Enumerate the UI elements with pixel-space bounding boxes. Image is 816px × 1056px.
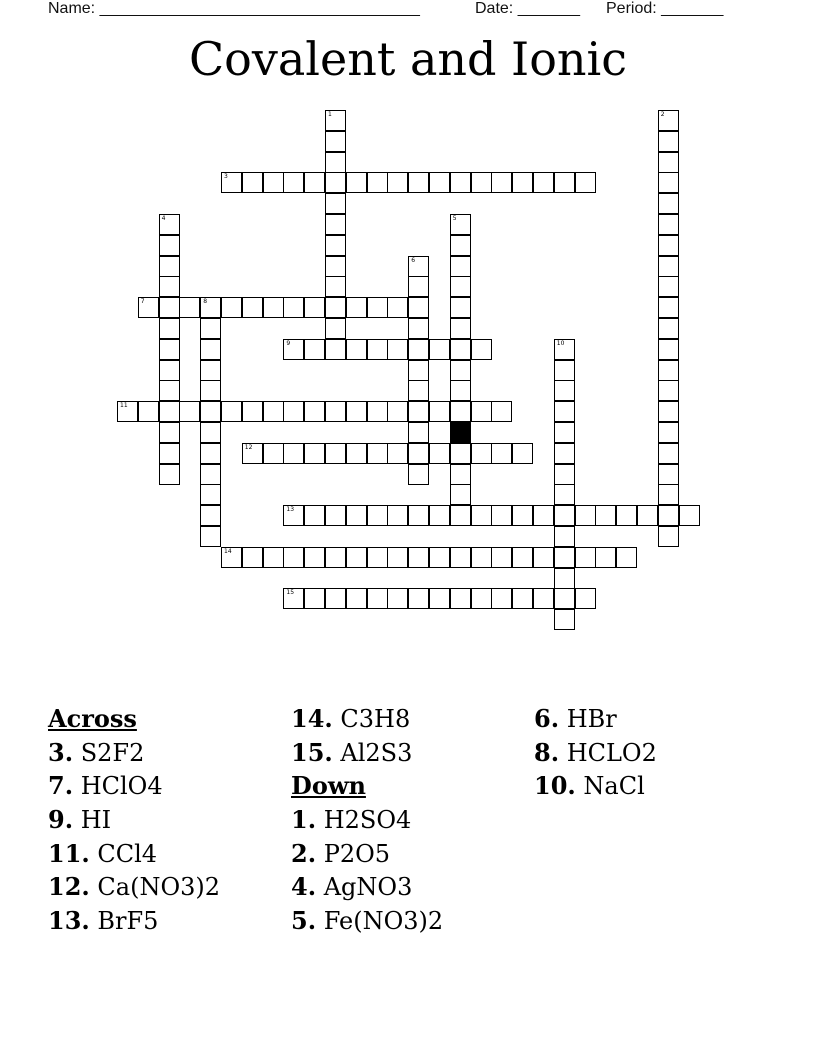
clue-number: 2.: [291, 838, 317, 868]
crossword-cell[interactable]: [408, 297, 429, 318]
crossword-cell[interactable]: [595, 505, 616, 526]
clue-text: Al2S3: [340, 738, 413, 767]
crossword-cell[interactable]: [533, 588, 554, 609]
crossword-cell[interactable]: [679, 505, 700, 526]
clue-number: 1.: [291, 805, 317, 835]
crossword-cell[interactable]: [491, 547, 512, 568]
crossword-cell[interactable]: [200, 484, 221, 505]
crossword-cell[interactable]: [346, 443, 367, 464]
crossword-cell[interactable]: [658, 464, 679, 485]
crossword-cell[interactable]: [387, 401, 408, 422]
crossword-cell[interactable]: [325, 401, 346, 422]
crossword-cell[interactable]: [367, 172, 388, 193]
clue-text: HCLO2: [566, 738, 657, 767]
clue-number-label: 5: [452, 215, 457, 222]
clue-text: Fe(NO3)2: [323, 907, 444, 936]
crossword-cell[interactable]: [658, 297, 679, 318]
crossword-cell[interactable]: [263, 297, 284, 318]
page-title: Covalent and Ionic: [188, 32, 628, 86]
clue-item: [291, 904, 531, 938]
crossword-cell[interactable]: [616, 547, 637, 568]
crossword-cell[interactable]: [408, 380, 429, 401]
date-field[interactable]: Date: _______: [475, 0, 580, 17]
clue-number: 10.: [534, 771, 576, 801]
crossword-cell[interactable]: [450, 172, 471, 193]
crossword-cell[interactable]: [450, 256, 471, 277]
crossword-cell[interactable]: [658, 172, 679, 193]
crossword-cell[interactable]: [304, 443, 325, 464]
crossword-cell[interactable]: [429, 443, 450, 464]
clue-item: [291, 736, 531, 770]
crossword-cell[interactable]: [325, 110, 346, 131]
crossword-cell[interactable]: [304, 588, 325, 609]
clue-text: HClO4: [80, 772, 163, 801]
crossword-cell[interactable]: [325, 297, 346, 318]
crossword-cell[interactable]: [325, 172, 346, 193]
crossword-cell[interactable]: [346, 505, 367, 526]
clue-column-3: [534, 702, 774, 803]
crossword-cell[interactable]: [367, 401, 388, 422]
crossword-cell[interactable]: [346, 401, 367, 422]
crossword-cell[interactable]: [450, 276, 471, 297]
crossword-cell[interactable]: [242, 443, 263, 464]
crossword-cell[interactable]: [408, 443, 429, 464]
crossword-cell[interactable]: [200, 380, 221, 401]
crossword-cell[interactable]: [387, 339, 408, 360]
crossword-cell[interactable]: [533, 505, 554, 526]
crossword-cell[interactable]: [408, 318, 429, 339]
crossword-cell[interactable]: [658, 318, 679, 339]
crossword-cell[interactable]: [450, 214, 471, 235]
clue-number: 3.: [48, 737, 74, 767]
clue-number: 9.: [48, 805, 74, 835]
crossword-cell[interactable]: [367, 588, 388, 609]
clue-text: Ca(NO3)2: [97, 873, 221, 902]
black-cell: [450, 422, 471, 443]
crossword-cell[interactable]: [533, 547, 554, 568]
crossword-cell[interactable]: [325, 547, 346, 568]
clue-item: [291, 837, 531, 871]
crossword-cell[interactable]: [450, 380, 471, 401]
crossword-cell[interactable]: [575, 588, 596, 609]
crossword-cell[interactable]: [408, 547, 429, 568]
crossword-cell[interactable]: [367, 339, 388, 360]
clue-number: 14.: [291, 704, 333, 733]
clue-number: 7.: [48, 771, 74, 801]
clue-number-label: 8: [203, 298, 208, 306]
crossword-cell[interactable]: [554, 464, 575, 485]
crossword-cell[interactable]: [554, 401, 575, 422]
crossword-cell[interactable]: [408, 360, 429, 381]
crossword-cell[interactable]: [450, 235, 471, 256]
clue-number-label: 2: [660, 111, 665, 118]
crossword-cell[interactable]: [325, 235, 346, 256]
crossword-cell[interactable]: [408, 339, 429, 360]
clue-number-label: 13: [286, 506, 295, 514]
crossword-cell[interactable]: [200, 443, 221, 464]
crossword-cell[interactable]: [658, 360, 679, 381]
crossword-cell[interactable]: [512, 588, 533, 609]
clue-number: 8.: [534, 737, 560, 767]
clue-item: [534, 769, 774, 803]
crossword-cell[interactable]: [117, 401, 138, 422]
crossword-cell[interactable]: [471, 339, 492, 360]
crossword-cell[interactable]: [159, 422, 180, 443]
crossword-cell[interactable]: [325, 339, 346, 360]
clue-column-1: [48, 702, 288, 938]
crossword-cell[interactable]: [658, 193, 679, 214]
crossword-cell[interactable]: [658, 276, 679, 297]
crossword-cell[interactable]: [512, 547, 533, 568]
crossword-cell[interactable]: [450, 484, 471, 505]
clue-item: [48, 803, 288, 837]
crossword-cell[interactable]: [512, 172, 533, 193]
crossword-cell[interactable]: [200, 505, 221, 526]
crossword-cell[interactable]: [554, 505, 575, 526]
crossword-cell[interactable]: [304, 401, 325, 422]
crossword-cell[interactable]: [471, 588, 492, 609]
crossword-cell[interactable]: [450, 588, 471, 609]
crossword-cell[interactable]: [658, 526, 679, 547]
crossword-cell[interactable]: [471, 401, 492, 422]
crossword-cell[interactable]: [159, 380, 180, 401]
clue-item: [48, 870, 288, 904]
crossword-cell[interactable]: [283, 443, 304, 464]
crossword-cell[interactable]: [325, 588, 346, 609]
crossword-cell[interactable]: [491, 505, 512, 526]
clue-item: [48, 769, 288, 803]
crossword-cell[interactable]: [429, 401, 450, 422]
crossword-cell[interactable]: [387, 588, 408, 609]
crossword-cell[interactable]: [159, 401, 180, 422]
crossword-cell[interactable]: [200, 464, 221, 485]
crossword-cell[interactable]: [159, 235, 180, 256]
crossword-cell[interactable]: [575, 172, 596, 193]
crossword-cell[interactable]: [554, 588, 575, 609]
crossword-cell[interactable]: [283, 401, 304, 422]
crossword-cell[interactable]: [325, 318, 346, 339]
crossword-cell[interactable]: [283, 339, 304, 360]
clue-number: 5.: [291, 906, 317, 936]
crossword-cell[interactable]: [304, 339, 325, 360]
crossword-cell[interactable]: [471, 443, 492, 464]
clue-number-label: 4: [161, 215, 166, 222]
crossword-cell[interactable]: [159, 360, 180, 381]
crossword-cell[interactable]: [242, 297, 263, 318]
crossword-cell[interactable]: [658, 443, 679, 464]
crossword-cell[interactable]: [304, 505, 325, 526]
clue-column-2: [291, 702, 531, 938]
crossword-cell[interactable]: [200, 297, 221, 318]
crossword-cell[interactable]: [242, 172, 263, 193]
crossword-cell[interactable]: [325, 276, 346, 297]
crossword-cell[interactable]: [387, 547, 408, 568]
crossword-cell[interactable]: [512, 443, 533, 464]
crossword-cell[interactable]: [658, 214, 679, 235]
clue-number-label: 1: [328, 111, 332, 118]
crossword-cell[interactable]: [221, 547, 242, 568]
clue-text: S2F2: [80, 738, 145, 767]
clue-number-label: 14: [224, 547, 232, 555]
crossword-cell[interactable]: [429, 339, 450, 360]
crossword-cell[interactable]: [221, 172, 242, 193]
clue-text: HI: [80, 806, 112, 835]
clue-number: 4.: [291, 872, 317, 902]
crossword-cell[interactable]: [138, 401, 159, 422]
crossword-cell[interactable]: [159, 339, 180, 360]
crossword-cell[interactable]: [408, 422, 429, 443]
crossword-cell[interactable]: [387, 505, 408, 526]
crossword-cell[interactable]: [159, 214, 180, 235]
crossword-cell[interactable]: [450, 401, 471, 422]
clue-number-label: 12: [244, 443, 253, 451]
crossword-cell[interactable]: [283, 172, 304, 193]
crossword-cell[interactable]: [408, 256, 429, 277]
crossword-cell[interactable]: [554, 609, 575, 630]
clue-text: NaCl: [583, 772, 645, 801]
crossword-cell[interactable]: [658, 484, 679, 505]
crossword-cell[interactable]: [325, 443, 346, 464]
crossword-cell[interactable]: [616, 505, 637, 526]
crossword-cell[interactable]: [450, 505, 471, 526]
crossword-cell[interactable]: [138, 297, 159, 318]
crossword-cell[interactable]: [491, 443, 512, 464]
crossword-cell[interactable]: [346, 547, 367, 568]
crossword-cell[interactable]: [242, 401, 263, 422]
clue-text: AgNO3: [323, 873, 413, 902]
crossword-cell[interactable]: [554, 484, 575, 505]
crossword-cell[interactable]: [304, 547, 325, 568]
crossword-cell[interactable]: [346, 339, 367, 360]
crossword-cell[interactable]: [554, 380, 575, 401]
clue-text: HBr: [566, 705, 617, 733]
crossword-cell[interactable]: [658, 339, 679, 360]
crossword-cell[interactable]: [554, 339, 575, 360]
crossword-cell[interactable]: [367, 297, 388, 318]
crossword-cell[interactable]: [408, 464, 429, 485]
crossword-cell[interactable]: [325, 505, 346, 526]
crossword-cell[interactable]: [658, 110, 679, 131]
clue-number-label: 3: [224, 173, 228, 181]
crossword-cell[interactable]: [346, 588, 367, 609]
clue-text: P2O5: [323, 839, 391, 868]
crossword-cell[interactable]: [575, 505, 596, 526]
crossword-cell[interactable]: [346, 172, 367, 193]
crossword-cell[interactable]: [179, 401, 200, 422]
crossword-cell[interactable]: [575, 547, 596, 568]
crossword-cell[interactable]: [200, 526, 221, 547]
crossword-cell[interactable]: [304, 297, 325, 318]
clue-number-label: 7: [140, 298, 145, 306]
crossword-cell[interactable]: [283, 297, 304, 318]
crossword-cell[interactable]: [450, 547, 471, 568]
crossword-cell[interactable]: [595, 547, 616, 568]
crossword-cell[interactable]: [200, 318, 221, 339]
crossword-cell[interactable]: [325, 214, 346, 235]
clue-item: [48, 904, 288, 938]
crossword-cell[interactable]: [554, 547, 575, 568]
crossword-cell[interactable]: [658, 235, 679, 256]
crossword-cell[interactable]: [512, 505, 533, 526]
crossword-cell[interactable]: [159, 297, 180, 318]
crossword-cell[interactable]: [283, 588, 304, 609]
crossword-cell[interactable]: [408, 401, 429, 422]
crossword-cell[interactable]: [491, 588, 512, 609]
crossword-cell[interactable]: [159, 276, 180, 297]
crossword-cell[interactable]: [159, 464, 180, 485]
crossword-cell[interactable]: [159, 443, 180, 464]
crossword-cell[interactable]: [263, 547, 284, 568]
clue-number-label: 10: [556, 339, 565, 347]
crossword-cell[interactable]: [658, 380, 679, 401]
crossword-cell[interactable]: [221, 297, 242, 318]
crossword-cell[interactable]: [263, 172, 284, 193]
crossword-cell[interactable]: [408, 172, 429, 193]
crossword-cell[interactable]: [658, 401, 679, 422]
clue-number: 13.: [48, 906, 90, 936]
crossword-cell[interactable]: [658, 131, 679, 152]
crossword-cell[interactable]: [471, 547, 492, 568]
crossword-cell[interactable]: [408, 276, 429, 297]
crossword-cell[interactable]: [159, 318, 180, 339]
crossword-cell[interactable]: [491, 172, 512, 193]
crossword-cell[interactable]: [325, 256, 346, 277]
clue-text: C3H8: [340, 705, 411, 733]
crossword-cell[interactable]: [429, 588, 450, 609]
crossword-cell[interactable]: [221, 401, 242, 422]
clue-number-label: 9: [286, 339, 291, 347]
crossword-cell[interactable]: [658, 505, 679, 526]
crossword-cell[interactable]: [200, 401, 221, 422]
crossword-cell[interactable]: [429, 172, 450, 193]
clue-item: [291, 870, 531, 904]
crossword-cell[interactable]: [471, 172, 492, 193]
crossword-cell[interactable]: [387, 443, 408, 464]
crossword-cell[interactable]: [179, 297, 200, 318]
crossword-cell[interactable]: [408, 588, 429, 609]
crossword-cell[interactable]: [637, 505, 658, 526]
clue-item: [291, 803, 531, 837]
crossword-cell[interactable]: [450, 318, 471, 339]
crossword-cell[interactable]: [283, 547, 304, 568]
crossword-cell[interactable]: [325, 131, 346, 152]
clue-number: 6.: [534, 704, 560, 733]
crossword-cell[interactable]: [658, 152, 679, 173]
clue-number: 15.: [291, 737, 333, 767]
crossword-cell[interactable]: [263, 401, 284, 422]
crossword-cell[interactable]: [200, 339, 221, 360]
crossword-cell[interactable]: [658, 256, 679, 277]
crossword-cell[interactable]: [658, 422, 679, 443]
crossword-cell[interactable]: [325, 193, 346, 214]
crossword-cell[interactable]: [554, 526, 575, 547]
clue-item: [48, 736, 288, 770]
clue-item: [534, 702, 774, 736]
clue-number-label: 11: [120, 402, 128, 410]
crossword-cell[interactable]: [387, 297, 408, 318]
crossword-cell[interactable]: [263, 443, 284, 464]
crossword-cell[interactable]: [346, 297, 367, 318]
crossword-cell[interactable]: [450, 464, 471, 485]
crossword-cell[interactable]: [554, 422, 575, 443]
crossword-cell[interactable]: [533, 172, 554, 193]
clue-text: BrF5: [97, 907, 159, 936]
period-field[interactable]: Period: _______: [606, 0, 724, 17]
crossword-cell[interactable]: [200, 360, 221, 381]
clue-item: [48, 837, 288, 871]
crossword-cell[interactable]: [242, 547, 263, 568]
crossword-cell[interactable]: [554, 443, 575, 464]
clue-item: [291, 702, 531, 736]
clue-item: [534, 736, 774, 770]
clue-number: 12.: [48, 872, 90, 902]
crossword-cell[interactable]: [429, 547, 450, 568]
crossword-cell[interactable]: [471, 505, 492, 526]
crossword-cell[interactable]: [450, 360, 471, 381]
crossword-cell[interactable]: [491, 401, 512, 422]
crossword-cell[interactable]: [554, 172, 575, 193]
down-heading: Down: [291, 771, 366, 801]
crossword-cell[interactable]: [325, 152, 346, 173]
crossword-cell[interactable]: [159, 256, 180, 277]
crossword-cell[interactable]: [387, 172, 408, 193]
name-field[interactable]: Name: ____________________________________: [48, 0, 420, 17]
crossword-cell[interactable]: [304, 172, 325, 193]
crossword-cell[interactable]: [429, 505, 450, 526]
crossword-cell[interactable]: [367, 505, 388, 526]
clue-number-label: 6: [411, 256, 416, 264]
crossword-cell[interactable]: [200, 422, 221, 443]
clue-number-label: 15: [286, 589, 295, 597]
crossword-cell[interactable]: [283, 505, 304, 526]
crossword-cell[interactable]: [450, 339, 471, 360]
clue-text: CCl4: [97, 839, 158, 868]
crossword-cell[interactable]: [367, 443, 388, 464]
crossword-cell[interactable]: [554, 360, 575, 381]
clues-section: [48, 702, 768, 952]
clue-text: H2SO4: [323, 806, 412, 835]
crossword-cell[interactable]: [408, 505, 429, 526]
crossword-cell[interactable]: [367, 547, 388, 568]
crossword-cell[interactable]: [450, 443, 471, 464]
crossword-cell[interactable]: [450, 297, 471, 318]
across-heading: Across: [48, 704, 137, 733]
clue-number: 11.: [48, 838, 90, 868]
crossword-cell[interactable]: [554, 568, 575, 589]
